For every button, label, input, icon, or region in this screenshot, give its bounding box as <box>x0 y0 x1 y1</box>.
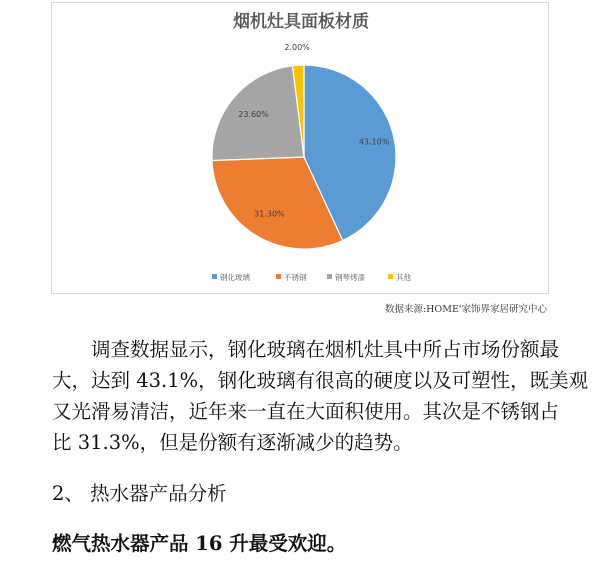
data-label: 2.00% <box>284 42 310 52</box>
legend-swatch <box>388 274 393 279</box>
data-label: 31.30% <box>254 209 285 219</box>
legend-swatch <box>276 274 281 279</box>
data-source-note: 数据来源:HOME'家饰界家居研究中心 <box>384 304 547 315</box>
paragraph-line: 比 31.3%，但是份额有逐渐减少的趋势。 <box>52 431 413 454</box>
analysis-paragraph <box>52 334 600 458</box>
paragraph-line: 调查数据显示，钢化玻璃在烟机灶具中所占市场份额最 <box>52 338 560 361</box>
paragraph-line: 又光滑易清洁，近年来一直在大面积使用。其次是不锈钢占 <box>52 400 560 423</box>
chart-container <box>51 2 549 294</box>
legend-label: 钢琴烤漆 <box>335 273 365 282</box>
legend-label: 其他 <box>396 273 411 282</box>
section-heading: 2、 热水器产品分析 <box>52 482 227 505</box>
chart-title: 烟机灶具面板材质 <box>233 12 369 32</box>
legend-label: 钢化玻璃 <box>220 273 250 282</box>
legend-swatch <box>212 274 217 279</box>
data-label: 23.60% <box>238 110 269 120</box>
data-label: 43.10% <box>358 137 390 147</box>
legend-swatch <box>327 274 332 279</box>
paragraph-line: 大，达到 43.1%，钢化玻璃有很高的硬度以及可塑性，既美观 <box>52 369 589 392</box>
legend-label: 不锈钢 <box>284 273 307 282</box>
bold-statement: 燃气热水器产品 16 升最受欢迎。 <box>52 532 347 555</box>
pie-chart <box>52 3 550 295</box>
